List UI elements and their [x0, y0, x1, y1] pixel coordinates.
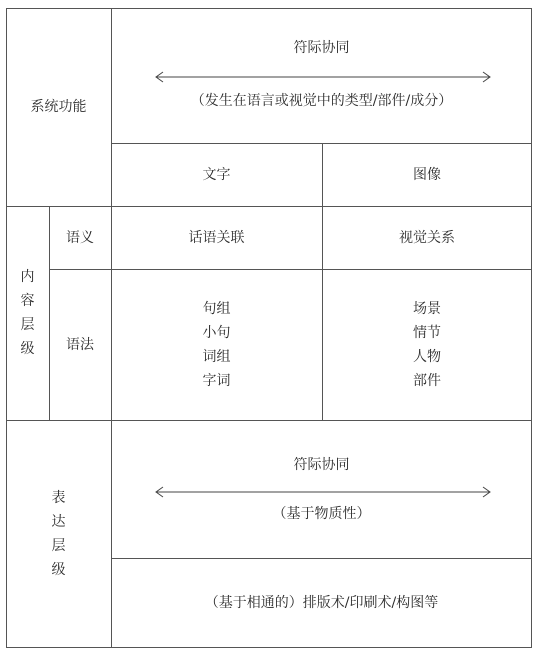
synergy-label-top: 符际协同: [293, 40, 350, 56]
double-arrow-top: [155, 71, 491, 83]
syntax-text-item: 小句: [202, 324, 231, 341]
double-arrow-bottom: [155, 486, 491, 498]
content-level-char: 容: [20, 293, 35, 309]
expression-bottom-note: （基于相通的）排版术/印刷术/构图等: [204, 595, 439, 611]
syntax-text-item: 词组: [202, 348, 231, 365]
synergy-note-bottom: （基于物质性）: [272, 506, 371, 522]
content-level-label: [6, 206, 49, 420]
expression-level-char: 层: [51, 538, 66, 554]
syntax-text-list: [111, 269, 322, 420]
semantics-image: 视觉关系: [399, 229, 455, 246]
system-function-label: 系统功能: [30, 99, 87, 115]
syntax-text-item: 字词: [202, 372, 231, 389]
syntax-image-item: 人物: [413, 348, 441, 365]
syntax-text-item: 句组: [202, 300, 231, 317]
expression-level-char: 表: [51, 490, 66, 506]
syntax-image-list: [322, 269, 532, 420]
content-level-char: 内: [20, 269, 35, 285]
column-header-text: 文字: [202, 166, 231, 183]
expression-level-label: [6, 420, 111, 648]
syntax-image-item: 部件: [413, 372, 441, 389]
content-level-char: 级: [20, 341, 35, 357]
semantics-text: 话语关联: [188, 229, 245, 246]
syntax-image-item: 情节: [413, 324, 441, 341]
synergy-note-top: （发生在语言或视觉中的类型/部件/成分）: [190, 93, 453, 109]
content-level-char: 层: [20, 317, 35, 333]
column-header-image: 图像: [413, 166, 441, 183]
synergy-label-bottom: 符际协同: [293, 457, 350, 473]
expression-level-char: 级: [51, 562, 66, 578]
expression-level-char: 达: [51, 514, 66, 530]
semantics-label: 语义: [66, 229, 94, 246]
syntax-image-item: 场景: [413, 300, 441, 317]
syntax-label: 语法: [66, 336, 94, 353]
